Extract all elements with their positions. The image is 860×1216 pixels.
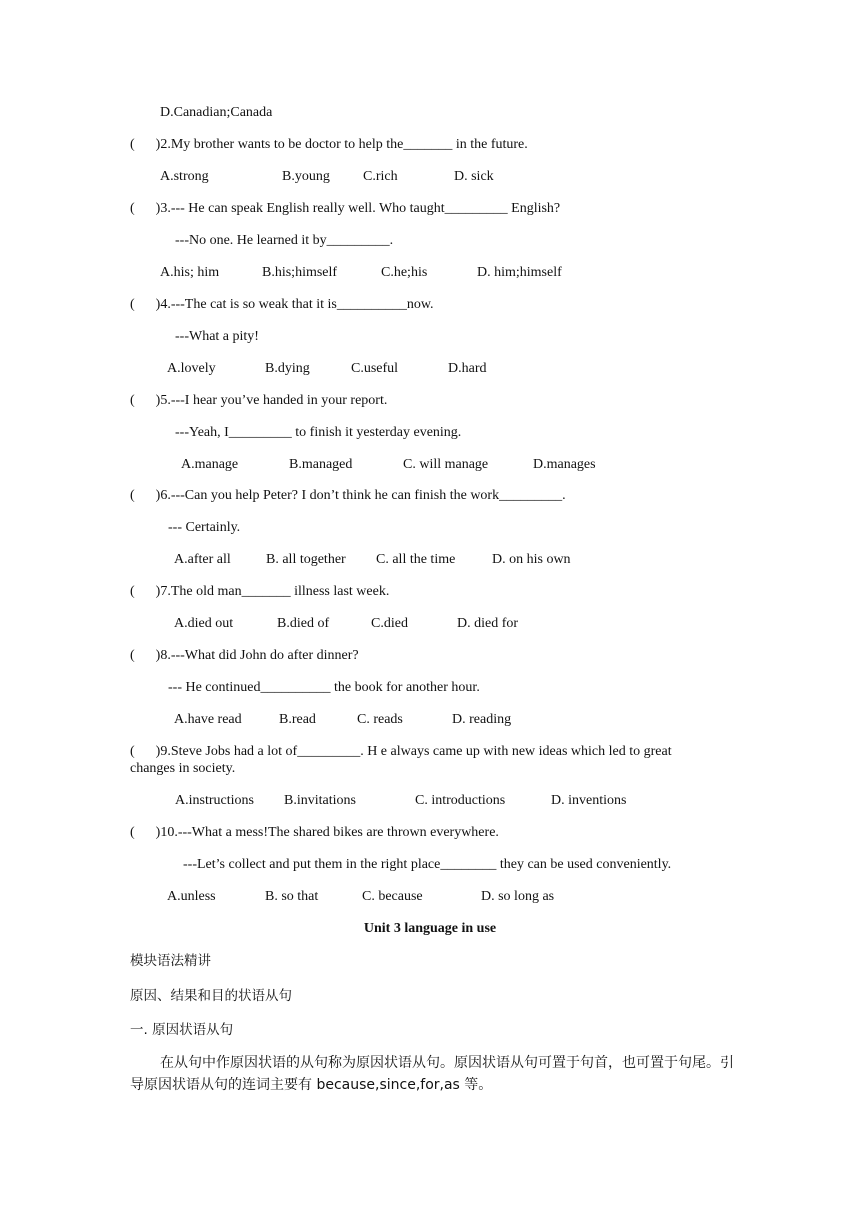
q4-option-a: A.lovely bbox=[167, 361, 216, 376]
q4-option-b: B.dying bbox=[265, 361, 310, 376]
q10-option-d: D. so long as bbox=[481, 889, 555, 904]
q2-option-a: A.strong bbox=[160, 169, 209, 184]
q10-option-b: B. so that bbox=[265, 889, 319, 904]
q9-option-a: A.instructions bbox=[175, 793, 254, 808]
q8-option-b: B.read bbox=[279, 712, 316, 727]
q3-option-a: A.his; him bbox=[160, 265, 220, 280]
q7-option-c: C.died bbox=[371, 616, 408, 631]
section-heading-clauses: 原因、结果和目的状语从句 bbox=[130, 988, 292, 1004]
section-heading-cause-clause: 一. 原因状语从句 bbox=[130, 1022, 234, 1038]
q5-option-b: B.managed bbox=[289, 457, 353, 472]
q4-option-d: D.hard bbox=[448, 361, 487, 376]
question-8-reply: --- He continued__________ the book for another hour. bbox=[168, 680, 480, 695]
question-10-reply: ---Let’s collect and put them in the right place________ they can be used conveniently. bbox=[183, 857, 672, 872]
section-heading-grammar: 模块语法精讲 bbox=[130, 953, 211, 969]
q7-option-a: A.died out bbox=[174, 616, 234, 631]
q9-option-d: D. inventions bbox=[551, 793, 627, 808]
q2-option-c: C.rich bbox=[363, 169, 398, 184]
question-8-stem: ( )8.---What did John do after dinner? bbox=[130, 648, 359, 663]
question-4-stem: ( )4.---The cat is so weak that it is__________now. bbox=[130, 297, 434, 312]
q3-option-b: B.his;himself bbox=[262, 265, 338, 280]
question-9-stem: ( )9.Steve Jobs had a lot of_________. H e always came up with new ideas which led to great bbox=[130, 744, 672, 759]
question-3-stem: ( )3.--- He can speak English really well. Who taught_________ English? bbox=[130, 201, 561, 216]
question-5-reply: ---Yeah, I_________ to finish it yesterday evening. bbox=[175, 425, 462, 440]
q2-option-b: B.young bbox=[282, 169, 330, 184]
q3-option-d: D. him;himself bbox=[477, 265, 562, 280]
question-7-stem: ( )7.The old man_______ illness last week. bbox=[130, 584, 390, 599]
q5-option-d: D.manages bbox=[533, 457, 596, 472]
q8-option-c: C. reads bbox=[357, 712, 403, 727]
q6-option-c: C. all the time bbox=[376, 552, 456, 567]
q6-option-b: B. all together bbox=[266, 552, 346, 567]
question-5-stem: ( )5.---I hear you’ve handed in your report. bbox=[130, 393, 388, 408]
q10-option-c: C. because bbox=[362, 889, 423, 904]
q2-option-d: D. sick bbox=[454, 169, 494, 184]
q6-option-d: D. on his own bbox=[492, 552, 571, 567]
q1-option-d: D.Canadian;Canada bbox=[160, 105, 273, 120]
question-10-stem: ( )10.---What a mess!The shared bikes are thrown everywhere. bbox=[130, 825, 499, 840]
q9-option-b: B.invitations bbox=[284, 793, 356, 808]
q7-option-b: B.died of bbox=[277, 616, 330, 631]
q5-option-a: A.manage bbox=[181, 457, 239, 472]
q8-option-d: D. reading bbox=[452, 712, 512, 727]
question-3-reply: ---No one. He learned it by_________. bbox=[175, 233, 394, 248]
q5-option-c: C. will manage bbox=[403, 457, 489, 472]
q6-option-a: A.after all bbox=[174, 552, 231, 567]
grammar-paragraph: 在从句中作原因状语的从句称为原因状语从句。原因状语从句可置于句首，也可置于句尾。引导原因状语从句的连词主要有 because,since,for,as 等。 bbox=[130, 1055, 734, 1093]
question-6-stem: ( )6.---Can you help Peter? I don’t think he can finish the work_________. bbox=[130, 488, 566, 503]
q10-option-a: A.unless bbox=[167, 889, 216, 904]
q9-option-c: C. introductions bbox=[415, 793, 506, 808]
question-4-reply: ---What a pity! bbox=[175, 329, 259, 344]
q4-option-c: C.useful bbox=[351, 361, 399, 376]
unit-title: Unit 3 language in use bbox=[363, 921, 497, 936]
question-9-stem-continued: changes in society. bbox=[130, 761, 236, 776]
question-6-reply: --- Certainly. bbox=[168, 520, 241, 535]
question-2-stem: ( )2.My brother wants to be doctor to help the_______ in the future. bbox=[130, 137, 528, 152]
q3-option-c: C.he;his bbox=[381, 265, 428, 280]
q7-option-d: D. died for bbox=[457, 616, 519, 631]
q8-option-a: A.have read bbox=[174, 712, 242, 727]
